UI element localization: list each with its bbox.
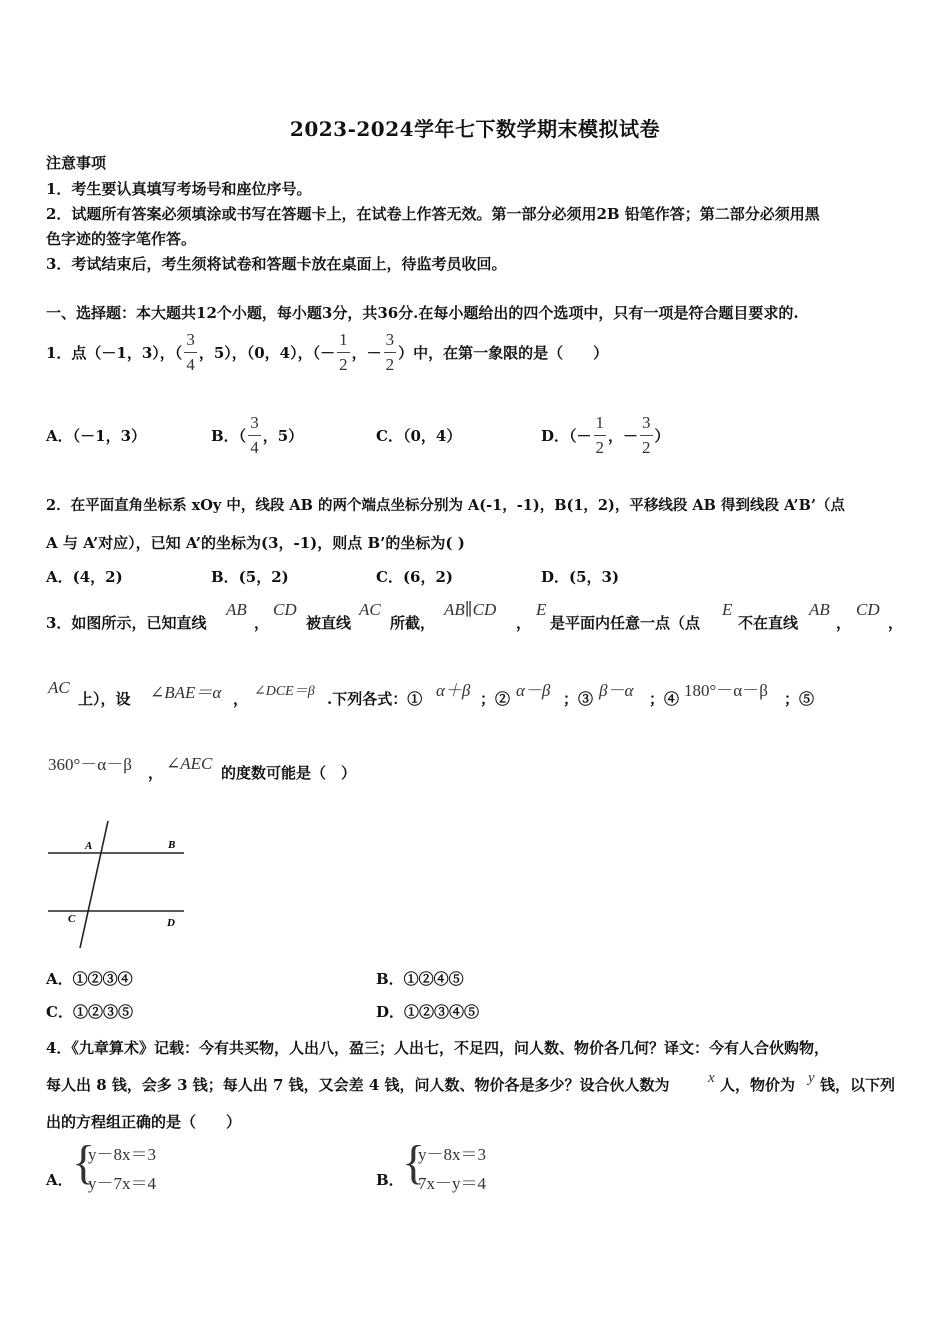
q3-text-10: ；④ (649, 690, 680, 708)
notice-heading: 注意事项 (46, 154, 107, 172)
q3-text-4: 是平面内任意一点（点 (550, 614, 701, 632)
label-d: D (167, 917, 175, 929)
q1-option-d-label: D．（－ (541, 426, 592, 445)
label-a: A (85, 840, 93, 852)
q1-option-d-fraction-2 (640, 414, 653, 457)
q1-option-c: C．（0，4） (376, 426, 462, 445)
denominator: 2 (339, 354, 348, 374)
notice-item-1: 1．考生要认真填写考场号和座位序号。 (46, 180, 312, 198)
denominator: 2 (385, 354, 395, 374)
q3-math-bae: ∠BAE＝α (150, 683, 222, 702)
q4-line-2c: 钱，以下列 (820, 1076, 896, 1094)
q4-line-2a: 每人出 8 钱，会多 3 钱；每人出 7 钱，又会差 4 钱，问人数、物价各是多少？设合伙人数为 (46, 1076, 670, 1094)
q3-math-aec: ∠AEC (166, 754, 213, 773)
q3-math-parallel: AB∥CD (444, 600, 497, 619)
q1-option-b-tail: ，5） (262, 426, 304, 445)
q1-option-d-fraction-1 (594, 414, 607, 457)
q3-text-1: 3．如图所示，已知直线 (46, 614, 207, 632)
q3-text-11: ；⑤ (784, 690, 815, 708)
question-2-line-2: A 与 A’对应），已知 A’的坐标为(3，-1)，则点 B’的坐标为( ) (46, 534, 465, 552)
question-1-stem (46, 327, 608, 377)
q1-fraction-1 (184, 331, 197, 374)
label-c: C (68, 913, 76, 925)
question-4-line-1: 4．《九章算术》记载：今有共买物，人出八，盈三；人出七，不足四，问人数、物价各几何？译文：今有人合伙购物， (46, 1039, 829, 1057)
q3-comma-3: ， (836, 614, 852, 632)
numerator: 3 (640, 414, 653, 436)
q4-option-b-system (418, 1140, 486, 1198)
denominator: 2 (595, 437, 605, 457)
q1-option-b-label: B．（ (211, 426, 247, 445)
q4-option-b-equation-2: 7x－y＝4 (418, 1174, 486, 1193)
numerator: 1 (594, 414, 607, 436)
page-title: 2023-2024学年七下数学期末模拟试卷 (289, 117, 661, 141)
q4-option-a-system (88, 1140, 156, 1198)
question-2-line-1: 2．在平面直角坐标系 xOy 中，线段 AB 的两个端点坐标分别为 A(-1，-1)，B(1，2)，平移线段 AB 得到线段 A’B’（点 (46, 497, 845, 514)
q1-option-b (211, 410, 303, 460)
q1-option-b-fraction (248, 414, 261, 457)
q3-comma-4: ， (888, 614, 904, 632)
q3-math-ab: AB (226, 600, 247, 619)
q1-fraction-3 (384, 331, 397, 374)
q1-option-d-tail: ） (654, 426, 670, 445)
q1-text-1: 1．点（－1，3），（ (46, 343, 183, 362)
q3-text-5: 不在直线 (738, 614, 799, 632)
q4-option-b-brace: { (402, 1136, 426, 1189)
q3-option-d: D．①②③④⑤ (376, 1003, 480, 1021)
q3-math-ab-2: AB (809, 600, 830, 619)
q1-text-3: ，－ (351, 343, 382, 362)
q4-math-y: y (808, 1070, 815, 1086)
numerator: 3 (248, 414, 261, 436)
q1-option-d-sep: ，－ (608, 426, 639, 445)
notice-item-2: 2．试题所有答案必须填涂或书写在答题卡上，在试卷上作答无效。第一部分必须用2B 铅笔作答；第二部分必须用黑 (46, 205, 820, 223)
q4-option-b-label: B． (376, 1171, 404, 1189)
q3-math-cd: CD (273, 600, 297, 619)
notice-item-2-cont: 色字迹的签字笔作答。 (46, 230, 197, 248)
denominator: 4 (250, 437, 259, 457)
notice-item-3: 3．考试结束后，考生须将试卷和答题卡放在桌面上，待监考员收回。 (46, 255, 507, 273)
denominator: 4 (186, 354, 195, 374)
q1-option-d (541, 410, 670, 460)
q3-expr-3: β－α (599, 681, 634, 700)
q3-comma-5: ， (233, 690, 249, 708)
q3-math-ac: AC (359, 600, 381, 619)
q4-line-2b: 人，物价为 (720, 1076, 796, 1094)
q4-math-x: x (708, 1070, 715, 1086)
q3-expr-5: 360°－α－β (48, 755, 132, 774)
q3-math-e: E (536, 600, 547, 619)
q3-math-dce: ∠DCE＝β (254, 684, 315, 699)
numerator: 3 (184, 331, 197, 353)
label-b: B (168, 839, 176, 851)
q4-option-a-equation-2: y－7x＝4 (88, 1174, 156, 1193)
q3-text-8: ；② (480, 690, 511, 708)
q3-text-7: .下列各式：① (327, 690, 423, 708)
q3-comma-6: ， (148, 764, 164, 782)
q1-text-2: ，5），（0，4），（－ (198, 343, 336, 362)
q3-expr-1: α＋β (436, 681, 471, 700)
q3-comma-1: ， (254, 614, 270, 632)
q3-option-a: A．①②③④ (46, 970, 133, 988)
q2-option-b: B．(5，2) (211, 568, 289, 586)
q1-fraction-2 (337, 331, 350, 374)
q4-option-a-brace: { (72, 1136, 96, 1189)
q3-comma-2: ， (516, 614, 532, 632)
q3-text-12: 的度数可能是（ ） (221, 764, 357, 782)
q3-math-ac-2: AC (48, 678, 70, 697)
q3-text-9: ；③ (563, 690, 594, 708)
q3-expr-2: α－β (516, 681, 551, 700)
q1-option-a: A．（－1，3） (46, 426, 147, 445)
q3-expr-4: 180°－α－β (684, 681, 768, 700)
q3-math-e-2: E (722, 600, 733, 619)
denominator: 2 (642, 437, 651, 457)
section1-heading: 一、选择题：本大题共12个小题，每小题3分，共36分.在每小题给出的四个选项中，只有一项是符合题目要求的. (46, 304, 799, 322)
numerator: 1 (337, 331, 350, 353)
q4-option-a-equation-1: y－8x＝3 (88, 1145, 156, 1164)
q3-figure (44, 818, 194, 953)
q3-option-c: C．①②③⑤ (46, 1003, 133, 1021)
q3-text-6: 上），设 (78, 690, 131, 708)
q1-text-4: ）中，在第一象限的是（ ） (398, 343, 609, 362)
q2-option-c: C．(6，2) (376, 568, 454, 586)
numerator: 3 (384, 331, 397, 353)
q4-option-a-label: A． (46, 1171, 73, 1189)
q2-option-d: D．(5，3) (541, 568, 620, 586)
q3-text-3: 所截， (390, 614, 436, 632)
q2-option-a: A．(4，2) (46, 568, 123, 586)
q3-text-2: 被直线 (306, 614, 352, 632)
q4-option-b-equation-1: y－8x＝3 (418, 1145, 486, 1164)
q3-option-b: B．①②④⑤ (376, 970, 464, 988)
q3-math-cd-2: CD (856, 600, 880, 619)
question-4-line-3: 出的方程组正确的是（ ） (46, 1113, 242, 1131)
